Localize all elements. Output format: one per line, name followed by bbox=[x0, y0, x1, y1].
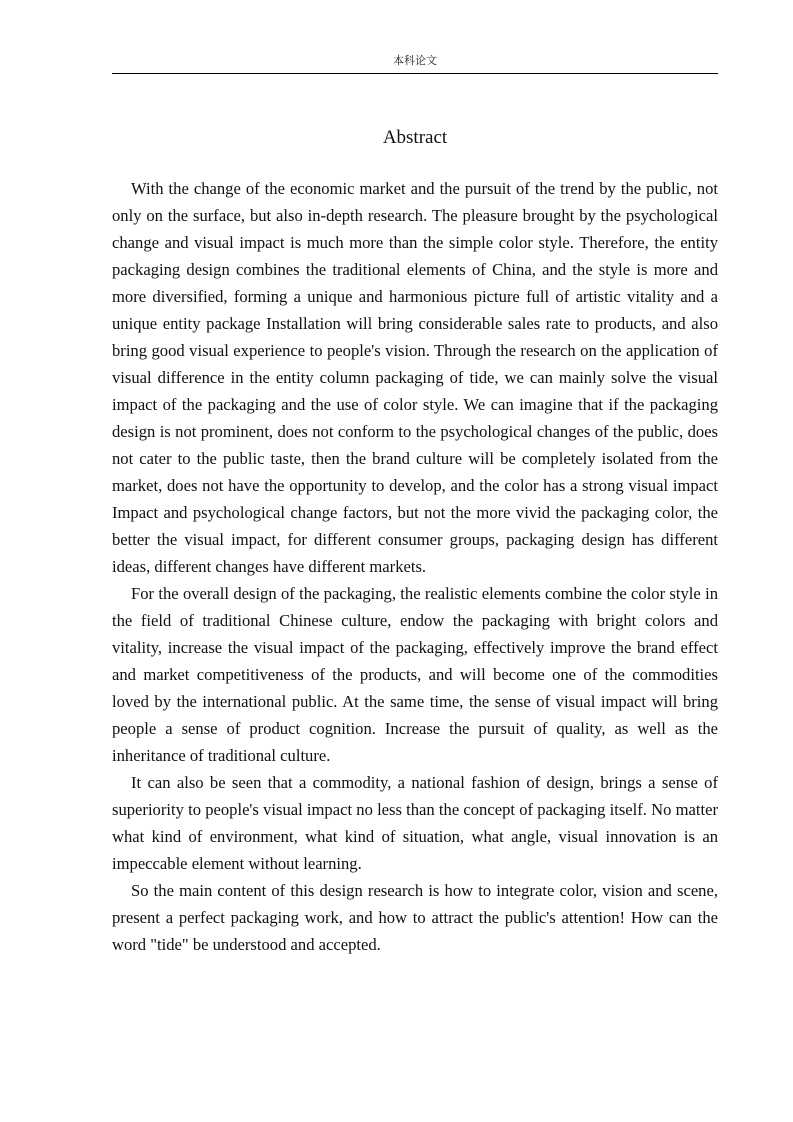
running-header: 本科论文 bbox=[393, 54, 437, 67]
abstract-paragraph-2: For the overall design of the packaging, the realistic elements combine the color style in the field of traditional Chinese culture, endow the packaging with bright colors and vitality, increase the visual impact of the packaging, effectively improve the brand effect and market competitiveness of the products, and will become one of the commodities loved by the international public. At the same time, the sense of visual impact will bring people a sense of product cognition. Increase the pursuit of quality, as well as the inheritance of traditional culture. bbox=[112, 584, 718, 765]
header-rule bbox=[112, 73, 718, 74]
abstract-paragraph-4: So the main content of this design research is how to integrate color, vision and scene, present a perfect packaging work, and how to attract the public's attention! How can the word "tide" be understood and accepted. bbox=[112, 881, 718, 954]
abstract-body bbox=[112, 175, 718, 958]
abstract-paragraph-3: It can also be seen that a commodity, a national fashion of design, brings a sense of superiority to people's visual impact no less than the concept of packaging itself. No matter what kind of environment, what kind of situation, what angle, visual innovation is an impeccable element without learning. bbox=[112, 773, 718, 873]
abstract-title: Abstract bbox=[382, 127, 448, 148]
abstract-paragraph-1: With the change of the economic market and the pursuit of the trend by the public, not only on the surface, but also in-depth research. The pleasure brought by the psychological change and visual impact is much more than the simple color style. Therefore, the entity packaging design combines the traditional elements of China, and the style is more and more diversified, forming a unique and harmonious picture full of artistic vitality and a unique entity package Installation will bring considerable sales rate to products, and also bring good visual experience to people's vision. Through the research on the application of visual difference in the entity column packaging of tide, we can mainly solve the visual impact of the packaging and the use of color style. We can imagine that if the packaging design is not prominent, does not conform to the psychological changes of the public, does not cater to the public taste, then the brand culture will be completely isolated from the market, does not have the opportunity to develop, and the color has a strong visual impact Impact and psychological change factors, but not the more vivid the packaging color, the better the visual impact, for different consumer groups, packaging design has different ideas, different changes have different markets. bbox=[112, 179, 718, 576]
